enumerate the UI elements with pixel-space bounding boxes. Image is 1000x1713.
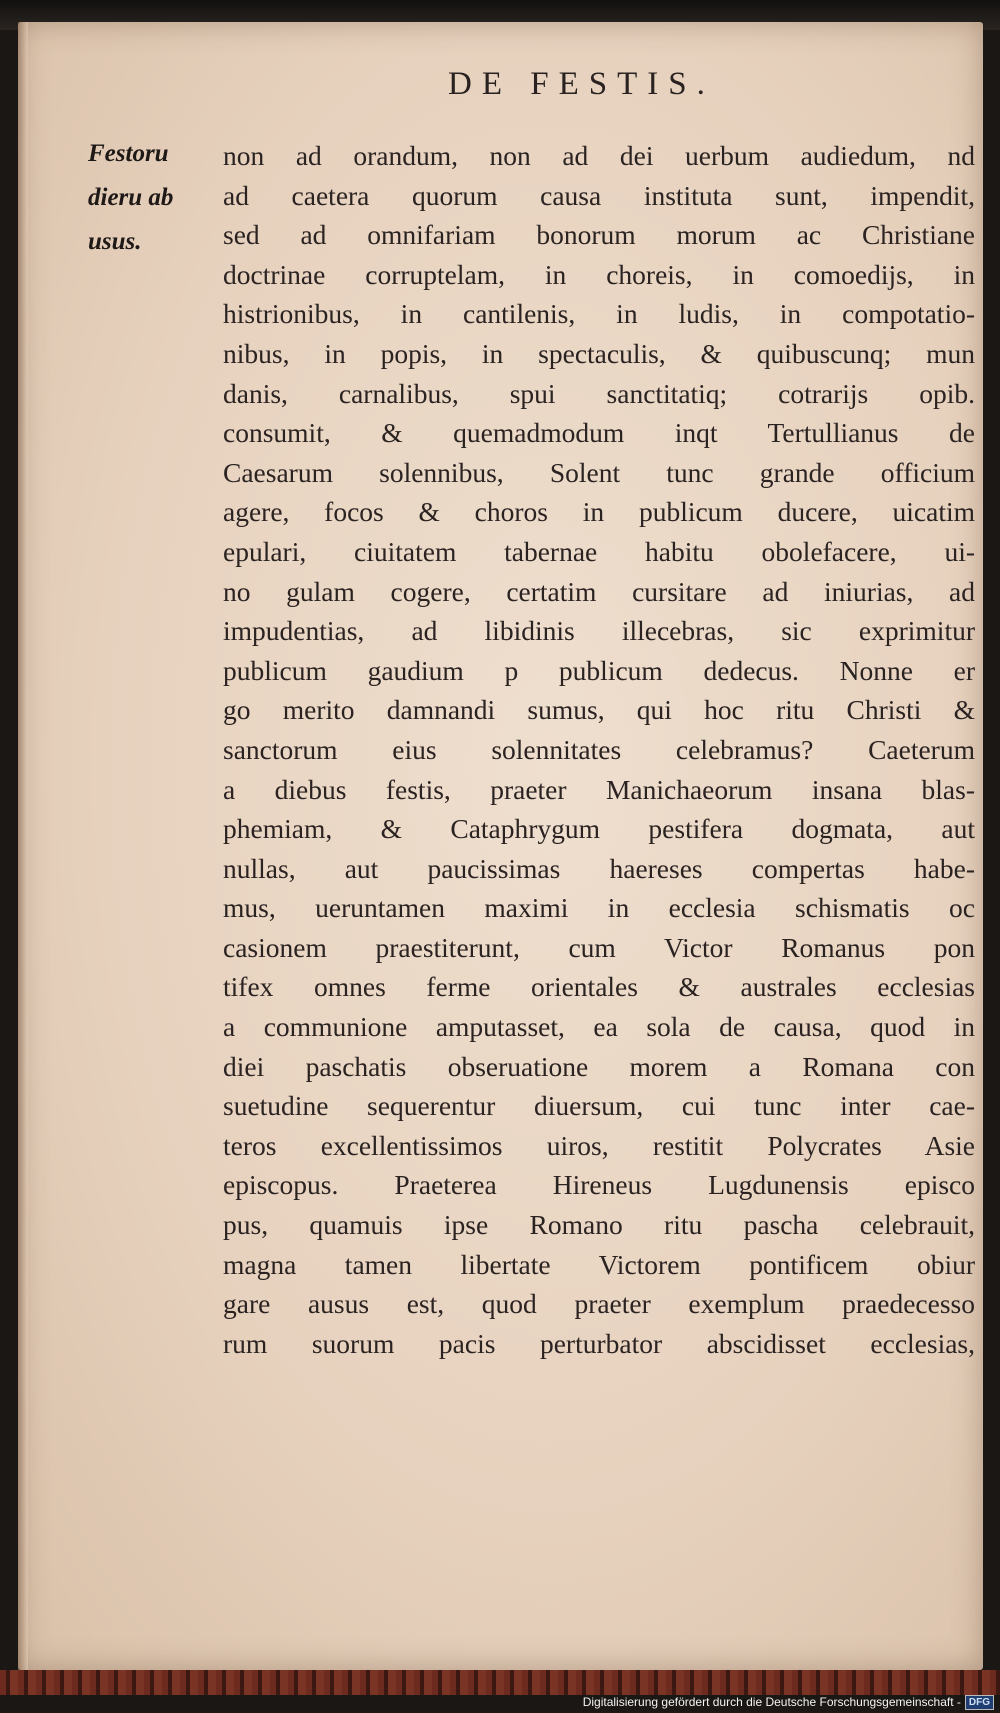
text-line: consumit, & quemadmodum inqt Tertullianus de [223, 417, 975, 449]
text-line: a diebus festis, praeter Manichaeorum insana blas- [223, 773, 975, 805]
marginal-note-line: Festoru [88, 140, 169, 167]
dfg-logo: DFG [965, 1695, 994, 1710]
text-line: mus, ueruntamen maximi in ecclesia schismatis oc [223, 892, 975, 924]
digitization-credit [583, 1693, 994, 1711]
text-line: nullas, aut paucissimas haereses compertas habe- [223, 852, 975, 884]
text-line: tifex omnes ferme orientales & australes ecclesias [223, 971, 975, 1003]
text-line: ad caetera quorum causa instituta sunt, impendit, [223, 179, 975, 211]
marginal-note-line: dieru ab [88, 184, 174, 211]
text-line: diei paschatis obseruatione morem a Romana con [223, 1050, 975, 1082]
text-line: magna tamen libertate Victorem pontificem obiur [223, 1248, 975, 1280]
text-line: epulari, ciuitatem tabernae habitu obolefacere, ui- [223, 535, 975, 567]
text-line: teros excellentissimos uiros, restitit Polycrates Asie [223, 1129, 975, 1161]
book-page [18, 22, 983, 1670]
text-line: rum suorum pacis perturbator abscidisset ecclesias, [223, 1327, 975, 1359]
text-line: danis, carnalibus, spui sanctitatiq; cotrarijs opib. [223, 377, 975, 409]
text-line: agere, focos & choros in publicum ducere, uicatim [223, 496, 975, 528]
text-line: casionem praestiterunt, cum Victor Romanus pon [223, 931, 975, 963]
text-line: histrionibus, in cantilenis, in ludis, in compotatio- [223, 298, 975, 330]
text-line: suetudine sequerentur diuersum, cui tunc inter cae- [223, 1090, 975, 1122]
marginal-note [88, 132, 228, 264]
running-head: DE FESTIS. [448, 66, 715, 102]
text-line: nibus, in popis, in spectaculis, & quibuscunq; mun [223, 337, 975, 369]
text-line: gare ausus est, quod praeter exemplum praedecesso [223, 1288, 975, 1320]
marginal-note-line: usus. [88, 228, 142, 255]
text-line: sanctorum eius solennitates celebramus? Caeterum [223, 733, 975, 765]
page-gutter-shadow [18, 22, 28, 1670]
text-line: pus, quamuis ipse Romano ritu pascha celebrauit, [223, 1209, 975, 1241]
text-line: phemiam, & Cataphrygum pestifera dogmata, aut [223, 813, 975, 845]
credit-text: Digitalisierung gefördert durch die Deutsche Forschungsgemeinschaft - [582, 1695, 961, 1709]
text-line: a communione amputasset, ea sola de causa, quod in [223, 1011, 975, 1043]
text-line: publicum gaudium p publicum dedecus. Nonne er [223, 654, 975, 686]
text-line: sed ad omnifariam bonorum morum ac Christiane [223, 219, 975, 251]
text-line: impudentias, ad libidinis illecebras, sic exprimitur [223, 615, 975, 647]
text-line: episcopus. Praeterea Hireneus Lugdunensis episco [223, 1169, 975, 1201]
text-line: doctrinae corruptelam, in choreis, in comoedijs, in [223, 258, 975, 290]
text-line: Caesarum solennibus, Solent tunc grande officium [223, 456, 975, 488]
text-line: non ad orandum, non ad dei uerbum audiedum, nd [223, 140, 975, 171]
body-text [223, 136, 975, 1363]
book-edge-band [0, 1670, 1000, 1695]
text-line: go merito damnandi sumus, qui hoc ritu Christi & [223, 694, 975, 726]
text-line: no gulam cogere, certatim cursitare ad iniurias, ad [223, 575, 975, 607]
